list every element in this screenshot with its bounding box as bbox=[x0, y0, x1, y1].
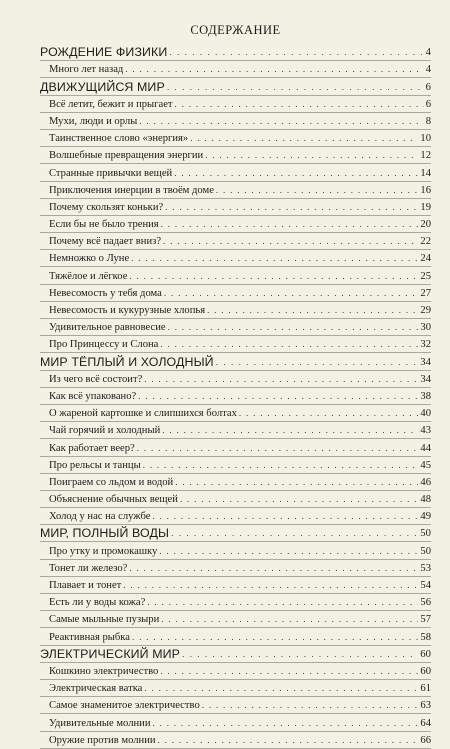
toc-entry-row bbox=[40, 147, 431, 164]
dot-leader bbox=[132, 630, 418, 645]
page-number: 8 bbox=[425, 115, 431, 127]
dot-leader bbox=[129, 561, 418, 576]
toc-entry-row bbox=[40, 388, 431, 405]
entry-title: Много лет назад bbox=[49, 64, 124, 76]
dot-leader bbox=[139, 114, 423, 129]
toc-entry-row bbox=[40, 113, 431, 130]
page-number: 49 bbox=[420, 511, 431, 523]
page-number: 63 bbox=[420, 700, 431, 712]
entry-title: Объяснение обычных вещей bbox=[49, 494, 178, 506]
dot-leader bbox=[163, 234, 418, 249]
dot-leader bbox=[190, 131, 418, 146]
page-title: СОДЕРЖАНИЕ bbox=[190, 23, 281, 37]
entry-title: Таинственное слово «энергия» bbox=[49, 133, 189, 145]
entry-title: Мухи, люди и орлы bbox=[49, 115, 138, 127]
toc-entry-row bbox=[40, 628, 431, 645]
entry-title: Почему всё падает вниз? bbox=[49, 236, 162, 248]
dot-leader bbox=[144, 681, 418, 696]
page-number: 29 bbox=[420, 305, 431, 316]
table-of-contents bbox=[40, 44, 431, 749]
page-number: 60 bbox=[420, 648, 431, 660]
dot-leader bbox=[153, 716, 419, 731]
toc-entry-row bbox=[40, 697, 431, 714]
dot-leader bbox=[165, 200, 418, 215]
toc-entry-row bbox=[40, 491, 431, 508]
page-number: 48 bbox=[420, 494, 431, 506]
entry-title: Почему скользят коньки? bbox=[49, 201, 164, 213]
page-number: 45 bbox=[420, 459, 431, 471]
page-number: 4 bbox=[425, 47, 431, 59]
dot-leader bbox=[174, 166, 418, 181]
page-number: 6 bbox=[425, 81, 431, 93]
page-number: 60 bbox=[420, 665, 431, 677]
entry-title: Немножко о Луне bbox=[49, 253, 130, 265]
dot-leader bbox=[161, 217, 419, 232]
dot-leader bbox=[216, 355, 419, 370]
entry-title: Невесомость у тебя дома bbox=[49, 287, 162, 299]
dot-leader bbox=[144, 372, 418, 387]
page-number: 34 bbox=[420, 356, 431, 368]
toc-entry-row bbox=[40, 680, 431, 697]
entry-title: Самое знаменитое электричество bbox=[49, 700, 200, 712]
toc-section-row bbox=[40, 525, 431, 542]
page-number: 6 bbox=[425, 98, 431, 110]
toc-entry-row bbox=[40, 233, 431, 250]
dot-leader bbox=[167, 80, 424, 95]
toc-entry-row bbox=[40, 302, 431, 319]
dot-leader bbox=[207, 303, 418, 318]
dot-leader bbox=[239, 406, 419, 421]
toc-entry-row bbox=[40, 405, 431, 422]
toc-section-row bbox=[40, 44, 431, 61]
page-number: 64 bbox=[420, 717, 431, 729]
entry-title: Электрическая ватка bbox=[49, 683, 143, 695]
entry-title: Самые мыльные пузыри bbox=[49, 614, 160, 626]
toc-entry-row bbox=[40, 182, 431, 199]
section-title: ЭЛЕКТРИЧЕСКИЙ МИР bbox=[40, 646, 180, 661]
dot-leader bbox=[152, 509, 418, 524]
page-number: 25 bbox=[420, 270, 431, 282]
entry-title: Реактивная рыбка bbox=[49, 631, 130, 643]
page-number: 19 bbox=[420, 201, 431, 213]
page-number: 10 bbox=[420, 133, 431, 145]
page-number: 50 bbox=[420, 528, 431, 540]
toc-entry-row bbox=[40, 336, 431, 353]
toc-entry-row bbox=[40, 216, 431, 233]
page-number: 53 bbox=[420, 562, 431, 574]
entry-title: Плавает и тонет bbox=[49, 580, 122, 591]
entry-title: Поиграем со льдом и водой bbox=[49, 476, 174, 488]
entry-title: Про утку и промокашку bbox=[49, 545, 158, 557]
toc-entry-row bbox=[40, 61, 431, 78]
toc-section-row bbox=[40, 646, 431, 663]
entry-title: Из чего всё состоит? bbox=[49, 373, 143, 385]
toc-entry-row bbox=[40, 199, 431, 216]
toc-entry-row bbox=[40, 577, 431, 594]
entry-title: Как работает веер? bbox=[49, 442, 135, 454]
entry-title: О жареной картошке и слипшихся болтах bbox=[49, 408, 237, 420]
toc-entry-row bbox=[40, 96, 431, 113]
entry-title: Про Принцессу и Слона bbox=[49, 339, 159, 351]
page-number: 43 bbox=[420, 425, 431, 437]
page-number: 27 bbox=[420, 287, 431, 299]
entry-title: Удивительные молнии bbox=[49, 717, 151, 729]
entry-title: Всё летит, бежит и прыгает bbox=[49, 98, 173, 110]
entry-title: Есть ли у воды кожа? bbox=[49, 597, 146, 609]
dot-leader bbox=[125, 62, 423, 77]
page-number: 46 bbox=[420, 476, 431, 488]
dot-leader bbox=[123, 578, 418, 593]
dot-leader bbox=[202, 698, 419, 713]
toc-entry-row bbox=[40, 371, 431, 388]
entry-title: Тяжёлое и лёгкое bbox=[49, 270, 128, 282]
dot-leader bbox=[175, 97, 424, 112]
section-title: РОЖДЕНИЕ ФИЗИКИ bbox=[40, 45, 168, 60]
page-number: 40 bbox=[420, 408, 431, 420]
page-number: 61 bbox=[420, 683, 431, 695]
dot-leader bbox=[161, 612, 418, 627]
page-number: 30 bbox=[420, 322, 431, 334]
page-number: 20 bbox=[420, 219, 431, 231]
dot-leader bbox=[169, 45, 423, 60]
toc-entry-row bbox=[40, 422, 431, 439]
toc-entry-row bbox=[40, 560, 431, 577]
page-number: 34 bbox=[420, 373, 431, 385]
dot-leader bbox=[143, 458, 419, 473]
dot-leader bbox=[160, 337, 418, 352]
page-number: 16 bbox=[420, 184, 431, 196]
dot-leader bbox=[175, 475, 418, 490]
entry-title: Кошкино электричество bbox=[49, 665, 159, 677]
toc-entry-row bbox=[40, 714, 431, 731]
page-number: 57 bbox=[420, 614, 431, 626]
entry-title: Оружие против молнии bbox=[49, 734, 156, 746]
entry-title: Тонет ли железо? bbox=[49, 562, 128, 574]
dot-leader bbox=[137, 441, 419, 456]
entry-title: Волшебные превращения энергии bbox=[49, 150, 204, 162]
dot-leader bbox=[131, 251, 418, 266]
section-title: МИР, ПОЛНЫЙ ВОДЫ bbox=[40, 526, 170, 541]
toc-entry-row bbox=[40, 542, 431, 559]
toc-entry-row bbox=[40, 732, 431, 749]
dot-leader bbox=[171, 526, 418, 541]
page-number: 50 bbox=[420, 545, 431, 557]
page-number: 44 bbox=[420, 442, 431, 454]
page-number: 24 bbox=[420, 253, 431, 265]
page-number: 4 bbox=[425, 64, 431, 76]
toc-entry-row bbox=[40, 474, 431, 491]
toc-section-row bbox=[40, 353, 431, 370]
dot-leader bbox=[162, 423, 418, 438]
dot-leader bbox=[159, 544, 418, 559]
dot-leader bbox=[138, 389, 418, 404]
entry-title: Если бы не было трения bbox=[49, 219, 159, 231]
toc-entry-row bbox=[40, 439, 431, 456]
entry-title: Странные привычки вещей bbox=[49, 167, 173, 179]
toc-entry-row bbox=[40, 508, 431, 525]
page-number: 32 bbox=[420, 339, 431, 351]
entry-title: Удивительное равновесие bbox=[49, 322, 166, 334]
toc-entry-row bbox=[40, 457, 431, 474]
entry-title: Холод у нас на службе bbox=[49, 511, 151, 523]
section-title: МИР ТЁПЛЫЙ И ХОЛОДНЫЙ bbox=[40, 354, 214, 369]
page-number: 66 bbox=[420, 734, 431, 746]
dot-leader bbox=[158, 733, 419, 748]
page-number: 22 bbox=[420, 236, 431, 248]
page-number: 14 bbox=[420, 167, 431, 179]
dot-leader bbox=[216, 183, 419, 198]
toc-entry-row bbox=[40, 663, 431, 680]
page-number: 12 bbox=[420, 150, 431, 162]
toc-entry-row bbox=[40, 250, 431, 267]
entry-title: Приключения инерции в твоём доме bbox=[49, 184, 214, 196]
entry-title: Про рельсы и танцы bbox=[49, 459, 141, 471]
dot-leader bbox=[147, 595, 418, 610]
dot-leader bbox=[164, 286, 419, 301]
page-number: 38 bbox=[420, 390, 431, 402]
dot-leader bbox=[129, 269, 418, 284]
page-number: 56 bbox=[420, 597, 431, 609]
dot-leader bbox=[168, 320, 419, 335]
page-number: 54 bbox=[420, 580, 431, 591]
dot-leader bbox=[160, 664, 418, 679]
toc-entry-row bbox=[40, 130, 431, 147]
toc-entry-row bbox=[40, 319, 431, 336]
toc-entry-row bbox=[40, 285, 431, 302]
entry-title: Как всё упаковано? bbox=[49, 390, 137, 402]
entry-title: Невесомость и кукурузные хлопья bbox=[49, 305, 206, 316]
toc-entry-row bbox=[40, 267, 431, 284]
section-title: ДВИЖУЩИЙСЯ МИР bbox=[40, 79, 165, 94]
dot-leader bbox=[182, 647, 418, 662]
dot-leader bbox=[180, 492, 418, 507]
entry-title: Чай горячий и холодный bbox=[49, 425, 161, 437]
dot-leader bbox=[205, 148, 418, 163]
toc-entry-row bbox=[40, 611, 431, 628]
toc-section-row bbox=[40, 78, 431, 95]
toc-entry-row bbox=[40, 594, 431, 611]
page-number: 58 bbox=[420, 631, 431, 643]
toc-entry-row bbox=[40, 164, 431, 181]
